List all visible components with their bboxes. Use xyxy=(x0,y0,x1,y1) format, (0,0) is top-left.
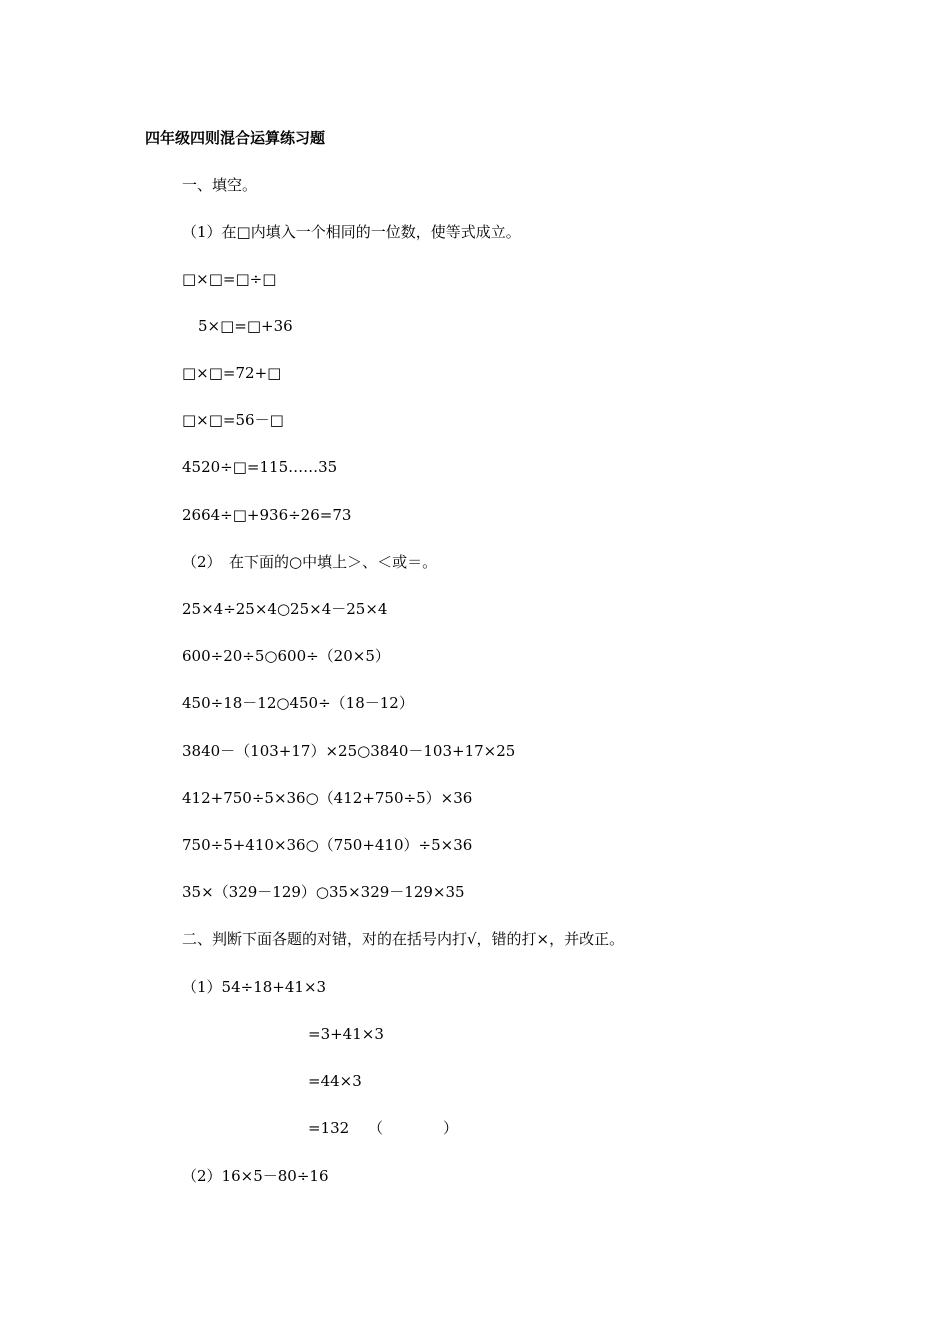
judge-expression: （2）16×5－80÷16 xyxy=(182,1167,329,1185)
judge-step: =3+41×3 xyxy=(308,1025,384,1043)
fill-item: 2664÷□+936÷26=73 xyxy=(182,506,352,524)
compare-item: 25×4÷25×4○25×4－25×4 xyxy=(182,600,388,618)
compare-item: 412+750÷5×36○（412+750÷5）×36 xyxy=(182,789,473,807)
section2-heading: 二、判断下面各题的对错，对的在括号内打√，错的打×，并改正。 xyxy=(182,930,625,948)
fill-item: □×□=72+□ xyxy=(182,364,282,382)
compare-item: 35×（329－129）○35×329－129×35 xyxy=(182,883,465,901)
judge-step: =44×3 xyxy=(308,1072,362,1090)
part1-prompt: （1）在□内填入一个相同的一位数，使等式成立。 xyxy=(182,223,521,241)
compare-item: 600÷20÷5○600÷（20×5） xyxy=(182,647,390,665)
page-title: 四年级四则混合运算练习题 xyxy=(145,129,326,147)
answer-blank: （ ） xyxy=(368,1119,459,1137)
judge-step: =132 xyxy=(308,1119,350,1137)
compare-item: 750÷5+410×36○（750+410）÷5×36 xyxy=(182,836,473,854)
fill-item: 4520÷□=115……35 xyxy=(182,458,338,476)
compare-item: 3840－（103+17）×25○3840－103+17×25 xyxy=(182,742,516,760)
judge-expression: （1）54÷18+41×3 xyxy=(182,978,327,996)
compare-item: 450÷18－12○450÷（18－12） xyxy=(182,694,414,712)
section1-heading: 一、填空。 xyxy=(182,176,258,194)
fill-item: □×□=□÷□ xyxy=(182,270,277,288)
part2-prompt: （2） 在下面的○中填上＞、＜或＝。 xyxy=(182,553,438,571)
fill-item: □×□=56－□ xyxy=(182,411,284,429)
fill-item: 5×□=□+36 xyxy=(198,317,293,335)
